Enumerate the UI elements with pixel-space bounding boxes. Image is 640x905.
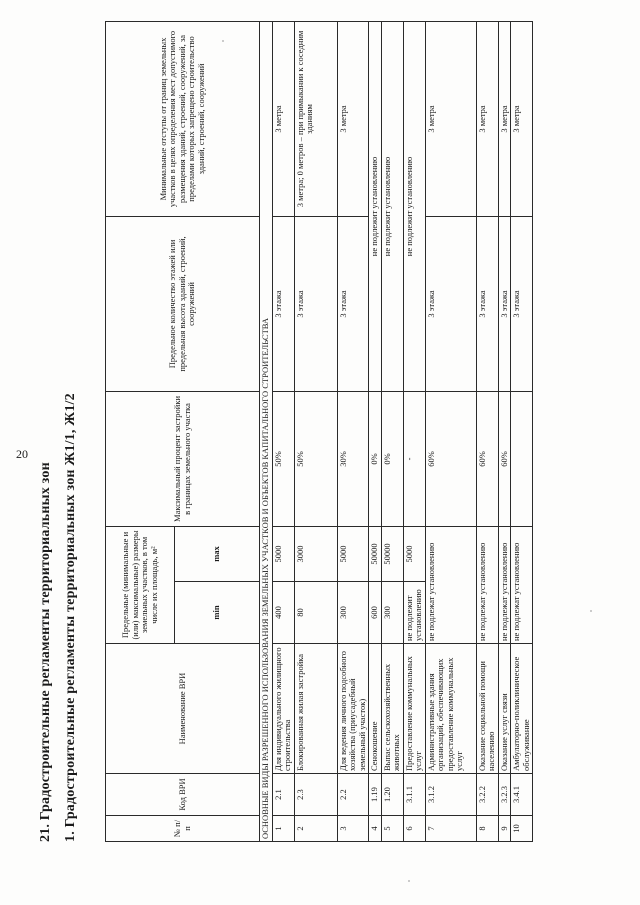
row-name: Выпас сельскохозяйственных животных (381, 644, 403, 774)
row-sizes-merged: не подлежат установлению (498, 526, 511, 643)
row-num: 10 (511, 816, 533, 842)
row-sizes-merged: не подлежат установлению (511, 526, 533, 643)
row-num: 5 (381, 816, 403, 842)
row-floors: 3 этажа (476, 216, 498, 391)
row-code: 3.2.2 (476, 774, 498, 816)
row-name: Блокированная жилая застройка (294, 644, 337, 774)
row-sizes-merged: не подлежат установлению (476, 526, 498, 643)
row-floors: 3 этажа (425, 216, 476, 391)
row-min: 300 (381, 582, 403, 644)
table-row (511, 21, 533, 841)
header-name: Наименование ВРИ (106, 644, 260, 774)
header-percent: Максимальный процент застройки в границах земельного участка (106, 391, 260, 526)
header-row (106, 21, 175, 841)
row-floors-setback-merged: не подлежит установлению (381, 21, 403, 391)
section-title: ОСНОВНЫЕ ВИДЫ РАЗРЕШЕННОГО ИСПОЛЬЗОВАНИЯ ЗЕМЕЛЬНЫХ УЧАСТКОВ И ОБЪЕКТОВ КАПИТАЛЬНОГО СТРОИТЕЛЬСТВА (260, 21, 273, 841)
row-percent: 50% (294, 391, 337, 526)
row-floors: 3 этажа (294, 216, 337, 391)
header-num: № п/п (106, 816, 260, 842)
row-setback: 3 метра (511, 21, 533, 216)
subsection-heading: 1. Градостроительные регламенты территориальных зон Ж1/1, Ж1/2 (63, 393, 78, 842)
table-row (381, 21, 403, 841)
row-setback: 3 метра (476, 21, 498, 216)
row-num: 3 (337, 816, 369, 842)
regulations-table (105, 21, 533, 842)
page-number: 20 (16, 447, 28, 461)
row-percent: 50% (272, 391, 294, 526)
row-name: Предоставление коммунальных услуг (403, 644, 425, 774)
table-row (476, 21, 498, 841)
header-code: Код ВРИ (106, 774, 260, 816)
row-min: 300 (337, 582, 369, 644)
row-code: 3.1.1 (403, 774, 425, 816)
row-percent (511, 391, 533, 526)
row-name: Амбулаторно-поликлиническое обслуживание (511, 644, 533, 774)
row-num: 4 (369, 816, 382, 842)
header-floors: Предельное количество этажей или предельная высота зданий, строений, сооружений (106, 216, 260, 391)
scan-speck (222, 40, 224, 42)
row-floors: 3 этажа (272, 216, 294, 391)
row-floors: 3 этажа (511, 216, 533, 391)
row-floors: 3 этажа (337, 216, 369, 391)
row-code: 1.20 (381, 774, 403, 816)
row-max: 50000 (381, 526, 403, 581)
row-name: Для ведения личного подсобного хозяйства (приусадебный земельный участок) (337, 644, 369, 774)
row-percent: 30% (337, 391, 369, 526)
table-row (369, 21, 382, 841)
row-code: 2.1 (272, 774, 294, 816)
row-percent: 0% (381, 391, 403, 526)
row-name: Оказание социальной помощи населению (476, 644, 498, 774)
row-code: 2.3 (294, 774, 337, 816)
row-min: не подлежит установлению (403, 582, 425, 644)
scan-speck (408, 880, 410, 882)
row-name: Административные здания организаций, обеспечивающих предоставление коммунальных услуг (425, 644, 476, 774)
row-percent: - (403, 391, 425, 526)
row-floors: 3 этажа (498, 216, 511, 391)
table-row (272, 21, 294, 841)
row-percent: 60% (498, 391, 511, 526)
row-max: 3000 (294, 526, 337, 581)
row-percent: 60% (476, 391, 498, 526)
row-min: 80 (294, 582, 337, 644)
section-heading: 21. Градостроительные регламенты территориальных зон (38, 462, 53, 842)
row-floors-setback-merged: не подлежит установлению (403, 21, 425, 391)
row-setback: 3 метра (425, 21, 476, 216)
row-num: 1 (272, 816, 294, 842)
row-num: 6 (403, 816, 425, 842)
scan-speck (590, 610, 592, 612)
row-percent: 0% (369, 391, 382, 526)
header-setbacks: Минимальные отступы от границ земельных участков в целях определения мест допустимого размещения зданий, строений, сооружений, за пределами которых запрещено строительство зданий, строений, сооружений (106, 21, 260, 216)
row-max: 5000 (403, 526, 425, 581)
row-num: 7 (425, 816, 476, 842)
row-max: 5000 (337, 526, 369, 581)
row-code: 3.1.2 (425, 774, 476, 816)
row-name: Оказание услуг связи (498, 644, 511, 774)
table-row (498, 21, 511, 841)
row-code: 3.2.3 (498, 774, 511, 816)
row-max: 5000 (272, 526, 294, 581)
row-name: Для индивидуального жилищного строительства (272, 644, 294, 774)
row-sizes-merged: не подлежат установлению (425, 526, 476, 643)
header-sizes: Предельные (минимальные и (или) максимальные) размеры земельных участков, в том числе их площадь, м² (106, 526, 175, 643)
row-code: 2.2 (337, 774, 369, 816)
row-min: 600 (369, 582, 382, 644)
row-max: 50000 (369, 526, 382, 581)
row-floors-setback-merged: не подлежит установлению (369, 21, 382, 391)
row-percent: 60% (425, 391, 476, 526)
row-name: Сенокошение (369, 644, 382, 774)
header-min: min (175, 582, 260, 644)
row-setback: 3 метра (337, 21, 369, 216)
row-setback: 3 метра; 0 метров – при примыкании к соседним зданиям (294, 21, 337, 216)
table-row (425, 21, 476, 841)
header-max: max (175, 526, 260, 581)
row-code: 3.4.1 (511, 774, 533, 816)
row-num: 9 (498, 816, 511, 842)
row-setback: 3 метра (498, 21, 511, 216)
row-num: 2 (294, 816, 337, 842)
row-setback: 3 метра (272, 21, 294, 216)
section-row (260, 21, 273, 841)
row-min: 400 (272, 582, 294, 644)
rotated-page-content (30, 22, 610, 842)
table-row (294, 21, 337, 841)
table-row (403, 21, 425, 841)
table-row (337, 21, 369, 841)
row-num: 8 (476, 816, 498, 842)
row-code: 1.19 (369, 774, 382, 816)
